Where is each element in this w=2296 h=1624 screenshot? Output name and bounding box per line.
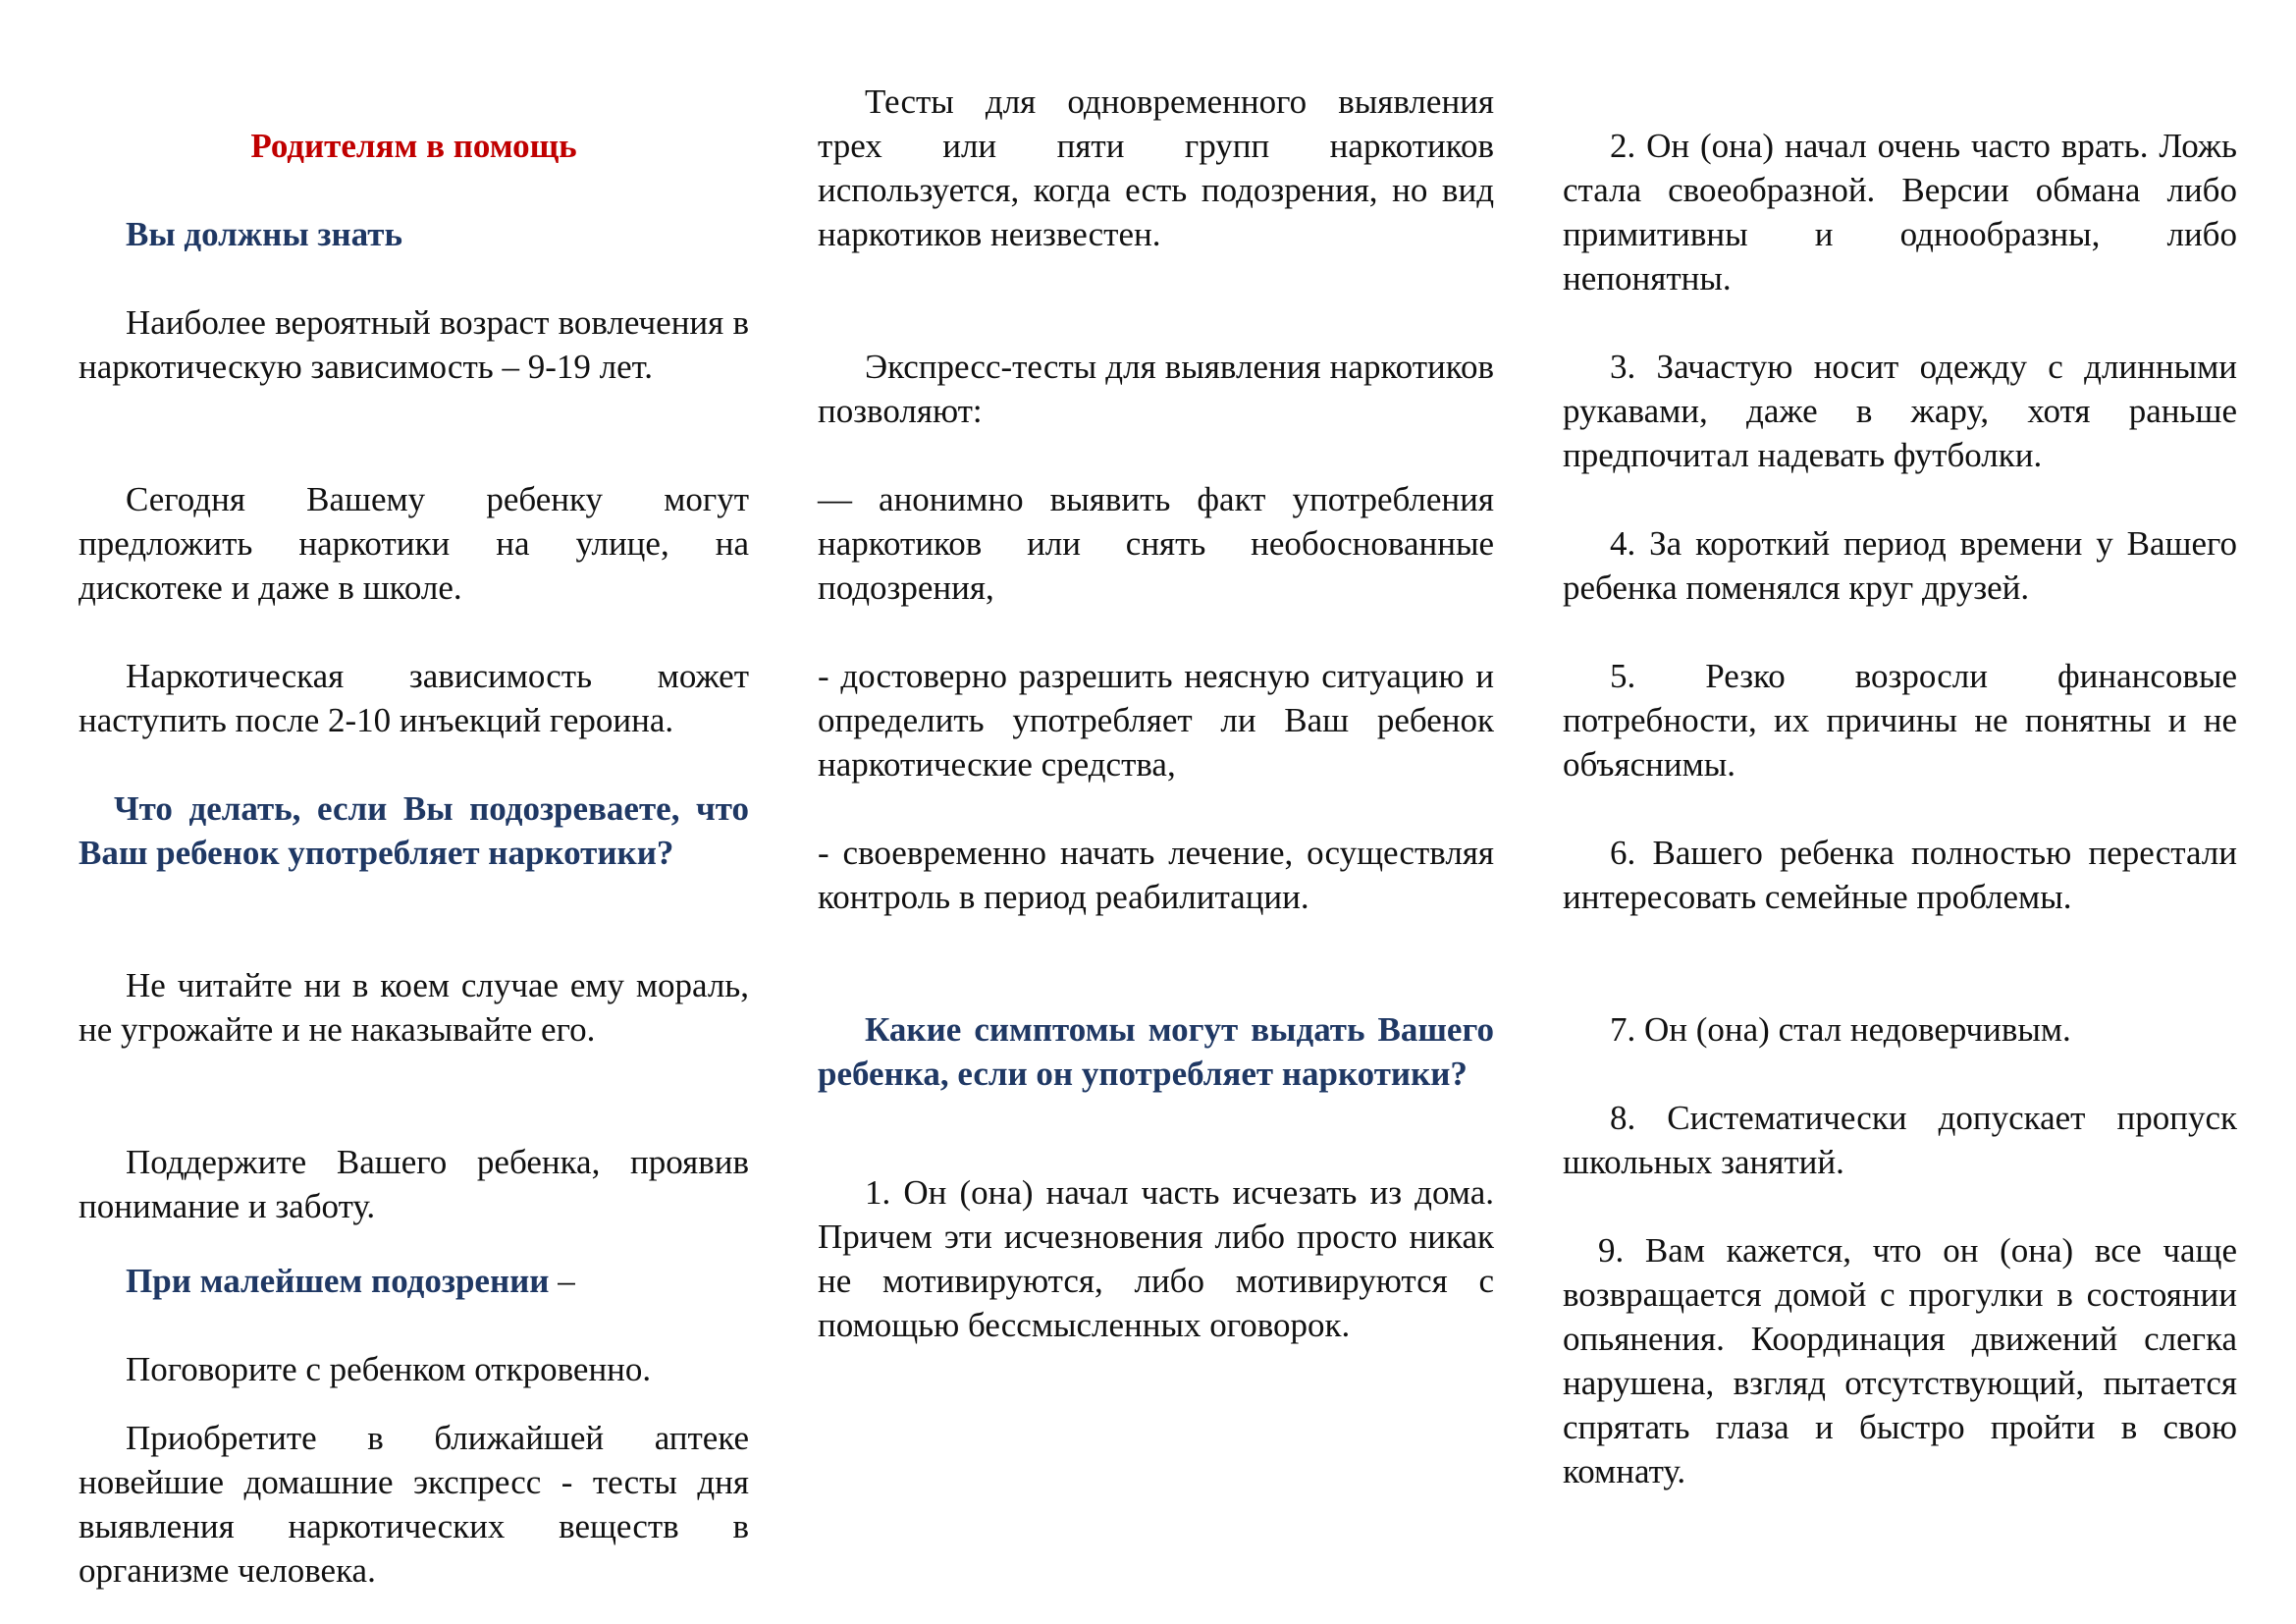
paragraph-symptom-3: 3. Зачастую носит одежду с длинными рукавами, даже в жару, хотя раньше предпочитал надевать футболки. bbox=[1563, 348, 2237, 474]
paragraph-anonymous: — анонимно выявить факт употребления наркотиков или снять необоснованные подозрения, bbox=[818, 480, 1494, 607]
paragraph-symptom-7: 7. Он (она) стал недоверчивым. bbox=[1610, 1010, 2071, 1049]
paragraph-talk: Поговорите с ребенком откровенно. bbox=[126, 1350, 652, 1388]
heading-suspicion-dash: – bbox=[549, 1262, 575, 1300]
paragraph-timely: - своевременно начать лечение, осуществляя контроль в период реабилитации. bbox=[818, 834, 1494, 916]
heading-suspicion-text: При малейшем подозрении bbox=[126, 1262, 550, 1300]
paragraph-buy-tests: Приобретите в ближайшей аптеке новейшие домашние экспресс - тесты дня выявления наркотических веществ в организме человека. bbox=[79, 1419, 749, 1590]
paragraph-symptom-8: 8. Систематически допускает пропуск школьных занятий. bbox=[1563, 1099, 2237, 1181]
heading-symptoms: Какие симптомы могут выдать Вашего ребенка, если он употребляет наркотики? bbox=[818, 1010, 1494, 1093]
paragraph-symptom-5: 5. Резко возросли финансовые потребности, их причины не понятны и не объяснимы. bbox=[1563, 657, 2237, 784]
paragraph-symptom-9: 9. Вам кажется, что он (она) все чаще возвращается домой с прогулки в состоянии опьянения. Координация движений слегка нарушена, взгляд отсутствующий, пытается спрятать глаза и быстро пройти в свою комнату. bbox=[1563, 1231, 2237, 1490]
paragraph-no-moral: Не читайте ни в коем случае ему мораль, не угрожайте и не наказывайте его. bbox=[79, 966, 749, 1049]
paragraph-tests: Тесты для одновременного выявления трех или пяти групп наркотиков используется, когда есть подозрения, но вид наркотиков неизвестен. bbox=[818, 82, 1494, 253]
heading-what-to-do: Что делать, если Вы подозреваете, что Ваш ребенок употребляет наркотики? bbox=[79, 789, 749, 872]
paragraph-symptom-1: 1. Он (она) начал часть исчезать из дома. Причем эти исчезновения либо просто никак не мотивируются, либо мотивируются с помощью бессмысленных оговорок. bbox=[818, 1173, 1494, 1344]
paragraph-support: Поддержите Вашего ребенка, проявив понимание и заботу. bbox=[79, 1143, 749, 1225]
brochure-title: Родителям в помощь bbox=[250, 127, 577, 165]
heading-suspicion bbox=[79, 1259, 749, 1303]
heading-you-should-know: Вы должны знать bbox=[126, 215, 402, 253]
paragraph-symptom-6: 6. Вашего ребенка полностью перестали интересовать семейные проблемы. bbox=[1563, 834, 2237, 916]
paragraph-express: Экспресс-тесты для выявления наркотиков позволяют: bbox=[818, 348, 1494, 430]
paragraph-age: Наиболее вероятный возраст вовлечения в наркотическую зависимость – 9-19 лет. bbox=[79, 303, 749, 386]
paragraph-symptom-4: 4. За короткий период времени у Вашего ребенка поменялся круг друзей. bbox=[1563, 524, 2237, 607]
paragraph-reliable: - достоверно разрешить неясную ситуацию и определить употребляет ли Ваш ребенок наркотические средства, bbox=[818, 657, 1494, 784]
paragraph-heroin: Наркотическая зависимость может наступить после 2-10 инъекций героина. bbox=[79, 657, 749, 739]
paragraph-symptom-2: 2. Он (она) начал очень часто врать. Ложь стала своеобразной. Версии обмана либо примитивны и однообразны, либо непонятны. bbox=[1563, 127, 2237, 298]
paragraph-offer: Сегодня Вашему ребенку могут предложить наркотики на улице, на дискотеке и даже в школе. bbox=[79, 480, 749, 607]
